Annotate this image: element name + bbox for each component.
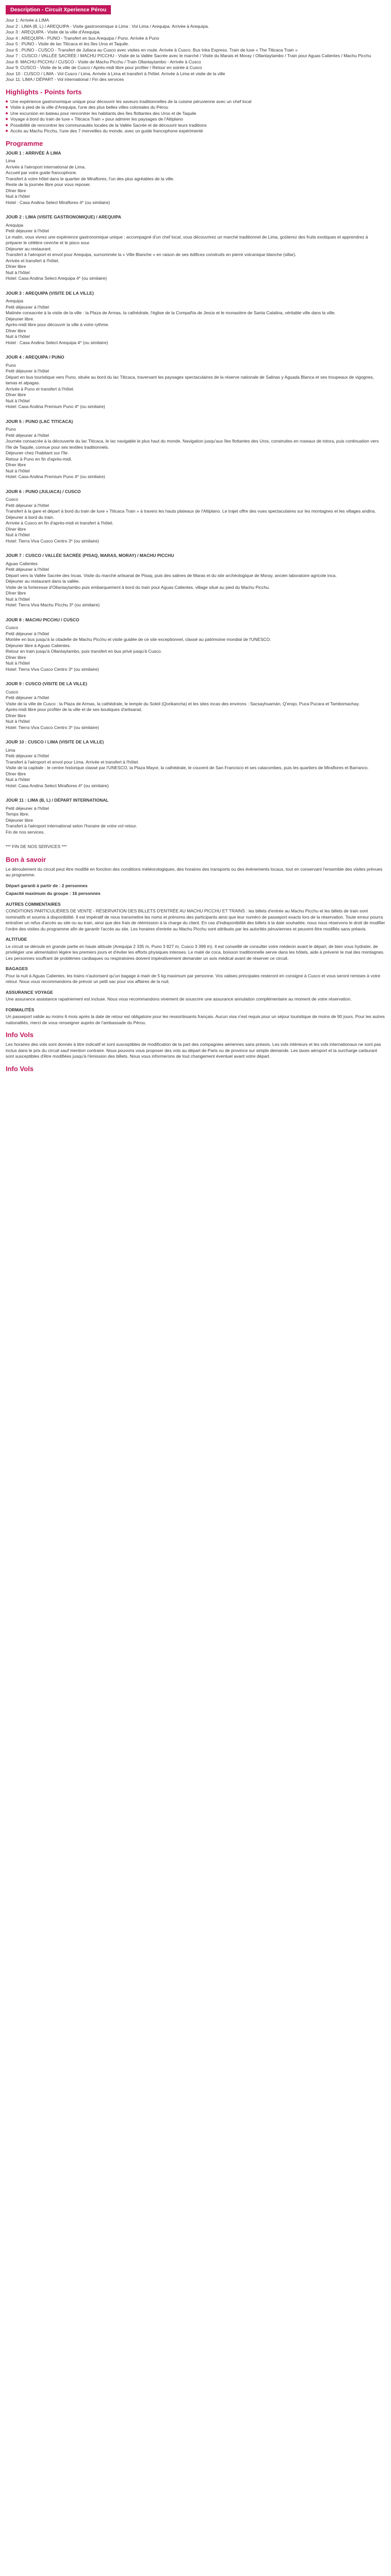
summary-line: Jour 1: Arrivée à LIMA [6,18,50,23]
highlight-item: Voyage à bord du train de luxe « Titicaca Train » pour admirer les paysages de l'Altiplano [6,116,385,123]
day-line: Transfert à l'aéroport international selon l'horaire de votre vol retour. [6,823,137,828]
summary-line: Jour 4 : AREQUIPA - PUNO - Transfert en bus Arequipa / Puno. Arrivée à Puno [6,35,159,41]
highlight-item: Une expérience gastronomique unique pour découvrir les saveurs traditionnelles de la cuisine péruvienne avec un chef local [6,99,385,105]
end-of-services: *** FIN DE NOS SERVICES *** [6,844,67,849]
day-line: Dîner libre [6,392,26,397]
day-title: JOUR 7 : CUSCO / VALLÉE SACRÉE (PISAQ, MARAS, MORAY) / MACHU PICCHU [6,553,174,558]
insurance-text: Une assurance assistance rapatriement est incluse. Nous vous recommandons vivement de souscrire une assurance annulation complémentaire au moment de votre réservation. [6,996,352,1002]
day-line: Départ vers la Vallée Sacrée des Incas. Visite du marché artisanal de Pisaq, puis des salines de Maras et du site archéologique de Moray, ancien laboratoire agricole inca. [6,572,337,578]
day-title: JOUR 6 : PUNO (JULIACA) / CUSCO [6,488,81,494]
day-line: Arrivée et transfert à l'hôtel. [6,258,59,263]
day-block [6,798,385,835]
altitude-text: Le circuit se déroule en grande partie en haute altitude (Arequipa 2 335 m, Puno 3 827 m, Cusco 3 399 m). Il est conseillé de consulter votre médecin avant le départ, de bien vous hydrater, de privilégier une alimentation légère les premiers jours et d'éviter les efforts physiques intenses. Le maté de coca, boisson traditionnelle servie dans les hôtels, aide à prévenir le mal des montagnes. Les personnes souffrant de problèmes cardiaques ou respiratoires doivent impérativement demander un avis médical avant de réserver ce circuit. [6,943,385,961]
highlights-list [6,99,385,134]
day-line: Journée consacrée à la découverte du lac Titicaca, le lac navigable le plus haut du monde. Navigation jusqu'aux îles flottantes des Uros, construites en roseaux de totora, puis continuation vers l'île de Taquile, connue pour ses textiles traditionnels. [6,438,379,450]
summary-line: Jour 7 : CUSCO / VALLÉE SACRÉE / MACHU PICCHU - Visite de la Vallée Sacrée avec le marché / Visite du Marais et Moray / Ollantaytambo / Train pour Aguas Calientes / Machu Picchu [6,53,371,58]
summary-line: Jour 11: LIMA / DÉPART - Vol international / Fin des services [6,77,124,82]
day-block [6,354,385,410]
departure-guarantee: Départ garanti à partir de : 2 personnes [6,883,88,888]
document-page [0,0,391,1088]
day-line: Nuit à l'hôtel [6,269,30,275]
day-line: Nuit à l'hôtel [6,468,30,473]
summary-line: Jour 9: CUSCO - Visite de la ville de Cusco / Après-midi libre pour profiter / Retour en soirée à Cusco [6,65,202,70]
day-line: Cusco [6,497,19,502]
day-line: Nuit à l'hôtel [6,777,30,782]
summary-line: Jour 6 : PUNO - CUSCO - Transfert de Juliaca au Cusco avec visites en route. Arrivée à Cusco. Bus Inka Express. Train de luxe « The Titicaca Train » [6,47,298,53]
day-line: Visite de la ville de Cusco : la Plaza de Armas, la cathédrale, le temple du Soleil (Qorikancha) et les sites incas des environs : Sacsayhuamán, Q'enqo, Puca Pucara et Tambomachay. [6,701,360,706]
day-line: Fin de nos services. [6,829,45,835]
day-title: JOUR 4 : AREQUIPA / PUNO [6,354,64,360]
day-line: Arrivée à Puno et transfert à l'hôtel. [6,386,74,392]
day-line: Petit déjeuner à l'hôtel [6,502,49,508]
day-line: Transfert à l'aéroport et envol pour Lima. Arrivée et transfert à l'hôtel. [6,759,139,765]
bullet-icon [6,124,8,126]
day-line: Visite de la forteresse d'Ollantaytambo puis embarquement à bord du train pour Aguas Calientes, village situé au pied du Machu Picchu. [6,584,270,590]
day-line: Après-midi libre pour découvrir la ville à votre rythme. [6,322,109,327]
day-line: Déjeuner libre. [6,316,35,321]
bullet-icon [6,130,8,132]
day-line: Temps libre. [6,811,29,817]
day-block [6,214,385,282]
day-block [6,681,385,731]
program-days [6,150,385,836]
highlight-item: Possibilité de rencontrer les communautés locales de la Vallée Sacrée et de découvrir leurs traditions [6,123,385,129]
day-line: Petit déjeuner à l'hôtel [6,631,49,636]
day-block [6,489,385,545]
flight-info-title: Info Vols [6,1031,34,1039]
day-title: JOUR 1 : ARRIVÉE À LIMA [6,150,61,156]
day-line: Déjeuner chez l'habitant sur l'île. [6,450,69,455]
summary-line: Jour 2 : LIMA (B, L) / AREQUIPA - Visite gastronomique à Lima : Vol Lima / Arequipa. Arrivée à Arequipa. [6,23,209,29]
baggage-text: Pour la nuit à Aguas Calientes, les trains n'autorisent qu'un bagage à main de 5 kg maximum par personne. Vos valises principales resteront en consigne à Cusco et vous seront remises à votre retour. Nous vous recommandons de prévoir un petit sac pour vos affaires de la nuit. [6,973,381,984]
day-line: Petit déjeuner à l'hôtel [6,432,49,438]
day-line: Déjeuner au restaurant. [6,246,52,251]
day-line: Dîner libre [6,526,26,532]
day-line: Lima [6,747,15,753]
baggage-title: BAGAGES [6,966,28,971]
highlights-title: Highlights - Points forts [6,88,82,96]
day-line: Après-midi libre pour profiter de la ville et de ses boutiques d'artisanat. [6,707,142,712]
day-line: Petit déjeuner à l'hôtel [6,753,49,758]
day-line: Déjeuner libre à Aguas Calientes. [6,642,71,648]
day-line: Arequipa [6,222,24,228]
good-to-know-intro: Le déroulement du circuit peut être modifié en fonction des conditions météorologiques, des horaires des transports ou des événements locaux, tout en conservant l'ensemble des visites prévues au programme. [6,866,383,877]
day-line: Hotel : Casa Andina Select Miraflores 4* (ou similaire) [6,199,110,205]
day-line: Nuit à l'hôtel [6,194,30,199]
day-line: Transfert à votre hôtel dans le quartier de Miraflores, l'un des plus agréables de la ville. [6,176,174,181]
day-line: Nuit à l'hôtel [6,660,30,666]
bullet-icon [6,106,8,108]
day-block [6,739,385,789]
day-line: Hotel: Tierra Viva Cusco Centro 3* (ou similaire) [6,666,99,672]
summary-line: Jour 10 : CUSCO / LIMA - Vol Cusco / Lima. Arrivée à Lima et transfert à l'hôtel. Arrivée à Lima et visite de la ville [6,71,225,76]
flight-info-title-2: Info Vols [6,1064,34,1073]
day-line: Cusco [6,625,19,630]
day-line: Le matin, vous vivrez une expérience gastronomique unique : accompagné d'un chef local, vous découvrirez un marché traditionnel de Lima, goûterez des fruits exotiques et apprendrez à préparer le célèbre ceviche et le pisco sour. [6,234,368,245]
day-line: Retour à Puno en fin d'après-midi. [6,456,72,462]
day-line: Reste de la journée libre pour vous reposer. [6,182,91,187]
day-line: Petit déjeuner à l'hôtel [6,695,49,700]
highlight-item: Accès au Machu Picchu, l'une des 7 merveilles du monde, avec un guide francophone expérimenté [6,128,385,134]
day-line: Accueil par votre guide francophone. [6,170,77,175]
day-line: Arequipa [6,298,24,303]
altitude-title: ALTITUDE [6,937,27,942]
day-line: Dîner libre [6,188,26,193]
day-line: Nuit à l'hôtel [6,334,30,339]
day-title: JOUR 8 : MACHU PICCHU / CUSCO [6,617,79,622]
bullet-icon [6,118,8,120]
day-line: Petit déjeuner à l'hôtel [6,228,49,233]
day-line: Cusco [6,689,19,694]
day-title: JOUR 5 : PUNO (LAC TITICACA) [6,418,73,424]
day-line: Retour en train jusqu'à Ollantaytambo, puis transfert en bus privé jusqu'à Cusco. [6,649,162,654]
day-line: Nuit à l'hôtel [6,719,30,724]
summary-line: Jour 3 : AREQUIPA - Visite de la ville d'Arequipa. [6,29,101,35]
other-comments-text: CONDITIONS PARTICULIÈRES DE VENTE - RÉSERVATION DES BILLETS D'ENTRÉE AU MACHU PICCHU ET TRAINS : les billets d'entrée au Machu Picchu et les billets de train sont nominatifs et soumis à disponibilité. Il est impératif de nous transmettre les noms et prénoms des participants ainsi que leur numéro de passeport exacts lors de la réservation. Toute erreur pourra entraîner un refus d'accès au site ou au train, ainsi que des frais de réémission à la charge du client. En cas d'indisponibilité des billets à la date souhaitée, nous nous réservons le droit de modifier l'ordre des visites du programme afin de garantir l'accès au site. Les horaires d'entrée au Machu Picchu sont attribués par les autorités péruviennes et peuvent être modifiés sans préavis. [6,908,385,931]
day-line: Hotel: Tierra Viva Cusco Centro 3* (ou similaire) [6,538,99,544]
insurance-title: ASSURANCE VOYAGE [6,989,53,995]
flight-info-text: Les horaires des vols sont donnés à titre indicatif et sont susceptibles de modification de la part des compagnies aériennes sans préavis. Les vols intérieurs et les vols internationaux ne sont pas inclus dans le prix du circuit sauf mention contraire. Nous pouvons vous proposer des vols au départ de Paris ou de province sur simple demande. Les taxes aéroport et la surcharge carburant sont susceptibles d'être modifiées jusqu'à l'émission des billets. Nous vous informerons de tout changement éventuel avant votre départ. [6,1042,381,1059]
day-line: Nuit à l'hôtel [6,398,30,403]
day-title: JOUR 11 : LIMA (B, L) / DÉPART INTERNATIONAL [6,798,109,803]
day-block [6,419,385,480]
summary-line: Jour 8: MACHU PICCHU / CUSCO - Visite de Machu Picchu / Train Ollantaytambo - Arrivée à Cusco [6,59,201,64]
day-line: Puno [6,427,16,432]
day-line: Petit déjeuner à l'hôtel [6,368,49,374]
itinerary-summary [6,18,385,83]
description-banner: Description - Circuit Xperience Pérou [6,5,111,14]
day-line: Transfert à l'aéroport et envol pour Arequipa, surnommée la « Ville Blanche » en raison de ses édifices construits en pierre volcanique blanche (sillar). [6,252,297,257]
day-title: JOUR 2 : LIMA (VISITE GASTRONOMIQUE) / AREQUIPA [6,214,122,219]
day-line: Aguas Calientes [6,561,38,566]
day-line: Hotel : Casa Andina Select Arequipa 4* (ou similaire) [6,340,108,345]
day-line: Arrivée à l'aéroport international de Lima. [6,164,86,170]
day-line: Dîner libre [6,654,26,660]
bullet-icon [6,100,8,103]
other-comments-title: AUTRES COMMENTAIRES [6,901,61,907]
day-block [6,291,385,346]
day-line: Dîner libre [6,771,26,776]
day-block [6,617,385,673]
day-line: Dîner libre [6,590,26,596]
day-line: Dîner libre [6,713,26,718]
day-title: JOUR 9 : CUSCO (VISITE DE LA VILLE) [6,681,87,686]
formalities-text: Un passeport valide au moins 6 mois après la date de retour est obligatoire pour les ressortissants français. Aucun visa n'est requis pour un séjour touristique de moins de 90 jours. Pour les autres nationalités, merci de vous renseigner auprès de l'ambassade du Pérou. [6,1014,385,1025]
day-line: Visite de la capitale : le centre historique classé par l'UNESCO, la Plaza Mayor, la cathédrale, le couvent de San Francisco et ses catacombes, puis les quartiers de Miraflores et Barranco. [6,765,369,770]
day-line: Dîner libre [6,328,26,333]
day-line: Hotel: Casa Andina Select Arequipa 4* (ou similaire) [6,276,107,281]
highlight-item: Une excursion en bateau pour rencontrer les habitants des îles flottantes des Uros et de Taquile [6,111,385,117]
day-line: Hotel: Casa Andina Premium Puno 4* (ou similaire) [6,404,105,409]
day-title: JOUR 10 : CUSCO / LIMA (VISITE DE LA VILLE) [6,739,104,744]
day-block [6,553,385,608]
day-line: Nuit à l'hôtel [6,596,30,602]
formalities-title: FORMALITÉS [6,1007,35,1012]
day-line: Puno [6,362,16,368]
day-line: Hotel: Tierra Viva Machu Picchu 3* (ou similaire) [6,602,100,607]
day-line: Déjeuner au restaurant dans la vallée. [6,579,80,584]
day-line: Départ en bus touristique vers Puno, située au bord du lac Titicaca, traversant les paysages spectaculaires de la réserve nationale de Salinas y Aguada Blanca et ses troupeaux de vigognes, lamas et alpagas. [6,374,374,385]
day-line: Transfert à la gare et départ à bord du train de luxe « Titicaca Train » à travers les hauts plateaux de l'Altiplano. Le trajet offre des vues spectaculaires sur les montagnes et les villages andins. [6,509,376,514]
day-line: Dîner libre [6,264,26,269]
day-block [6,150,385,206]
summary-line: Jour 5 : PUNO - Visite de lac Titicaca et les îles Uros et Taquile. [6,41,129,46]
day-line: Arrivée à Cusco en fin d'après-midi et transfert à l'hôtel. [6,520,113,526]
day-line: Matinée consacrée à la visite de la ville : la Plaza de Armas, la cathédrale, l'église de la Compañía de Jesús et le monastère de Santa Catalina, véritable ville dans la ville. [6,310,336,315]
day-line: Hotel: Casa Andina Premium Puno 4* (ou similaire) [6,474,105,479]
day-line: Lima [6,158,15,163]
day-line: Hotel: Tierra Viva Cusco Centro 3* (ou similaire) [6,724,99,730]
good-to-know-title: Bon à savoir [6,855,46,863]
day-line: Petit déjeuner à l'hôtel [6,304,49,310]
day-line: Dîner libre [6,462,26,467]
day-line: Montée en bus jusqu'à la citadelle de Machu Picchu et visite guidée de ce site exceptionnel, classé au patrimoine mondial de l'UNESCO. [6,637,271,642]
day-line: Nuit à l'hôtel [6,532,30,537]
day-line: Petit déjeuner à l'hôtel [6,567,49,572]
day-line: Hotel: Casa Andina Select Miraflores 4* (ou similaire) [6,783,109,788]
program-title: Programme [6,139,43,147]
day-line: Déjeuner à bord du train. [6,514,55,520]
group-capacity: Capacité maximum du groupe : 16 personnes [6,891,101,896]
highlight-item: Visite à pied de la ville d'Arequipa, l'une des plus belles villes coloniales du Pérou [6,105,385,111]
day-line: Petit déjeuner à l'hôtel [6,805,49,811]
day-line: Déjeuner libre [6,817,33,823]
day-title: JOUR 3 : AREQUIPA (VISITE DE LA VILLE) [6,290,94,296]
bullet-icon [6,112,8,114]
